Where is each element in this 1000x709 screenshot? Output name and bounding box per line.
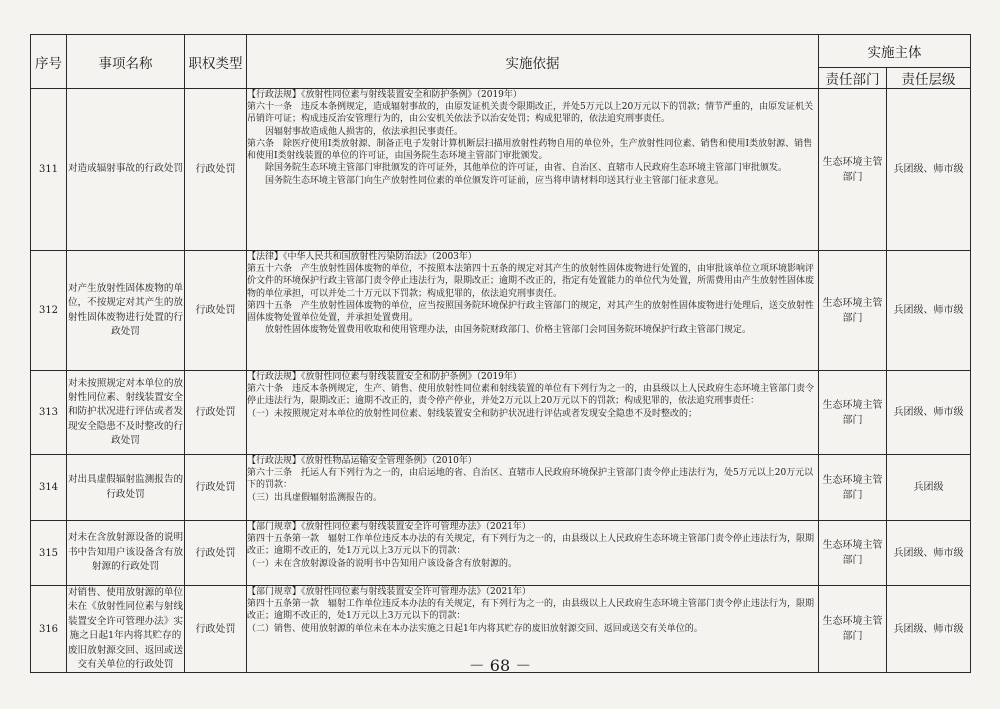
basis-paragraph: 第五十六条 产生放射性固体废物的单位，不按照本法第四十五条的规定对其产生的放射性固体废物进行处置的，由审批该单位立项环境影响评价文件的环境保护行政主管部门责令停止违法行为，限期改正；逾期不改正的，指定有处置能力的单位代为处置，所需费用由产生放射性固体废物的单位承担，可以并处二十万元以下罚款；构成犯罪的，依法追究刑事责任。	[247, 264, 815, 299]
responsible-department: 生态环境主管部门	[819, 586, 887, 673]
legal-basis	[247, 89, 819, 251]
row-number: 314	[31, 455, 67, 521]
responsibility-level: 兵团级、师市级	[887, 586, 971, 673]
basis-paragraph: 第六十一条 违反本条例规定，造成辐射事故的，由原发证机关责令限期改正，并处5万元以上20万元以下的罚款；情节严重的，由原发证机关吊销许可证；构成违反治安管理行为的，由公安机关依法予以治安处罚；构成犯罪的，依法追究刑事责任。	[247, 102, 814, 125]
item-name: 对销售、使用放射源的单位未在《放射性同位素与射线装置安全许可管理办法》实施之日起1年内将其贮存的废旧放射源交回、返回或送交有关单位的行政处罚	[67, 586, 185, 673]
authority-type: 行政处罚	[185, 586, 247, 673]
basis-paragraph: 【法律】《中华人民共和国放射性污染防治法》（2003年）	[247, 252, 477, 262]
basis-paragraph: 因辐射事故造成他人损害的，依法承担民事责任。	[265, 126, 464, 137]
basis-paragraph: 【行政法规】《放射性同位素与射线装置安全和防护条例》（2019年）	[247, 90, 522, 100]
row-number: 311	[31, 89, 67, 251]
basis-paragraph: 国务院生态环境主管部门向生产放射性同位素的单位颁发许可证前，应当将申请材料印送其行业主管部门征求意见。	[265, 175, 725, 186]
basis-paragraph: 除国务院生态环境主管部门审批颁发的许可证外，其他单位的许可证，由省、自治区、直辖市人民政府生态环境主管部门审批颁发。	[265, 163, 788, 174]
basis-paragraph: （一）未按照规定对本单位的放射性同位素、射线装置安全和防护状况进行评估或者发现安全隐患不及时整改的；	[247, 408, 698, 419]
page-number: － 68 －	[468, 656, 532, 675]
basis-paragraph: 【行政法规】《放射性物品运输安全管理条例》（2010年）	[247, 456, 477, 466]
responsible-department: 生态环境主管部门	[819, 89, 887, 251]
authority-type: 行政处罚	[185, 455, 247, 521]
header-subject: 实施主体	[819, 35, 971, 68]
basis-paragraph: 【行政法规】《放射性同位素与射线装置安全和防护条例》（2019年）	[247, 372, 522, 382]
row-number: 313	[31, 371, 67, 455]
table-body	[31, 89, 971, 673]
header-dept: 责任部门	[819, 68, 887, 89]
responsibility-level: 兵团级	[887, 455, 971, 521]
authority-table	[30, 34, 971, 673]
responsible-department: 生态环境主管部门	[819, 251, 887, 371]
responsibility-level: 兵团级、师市级	[887, 89, 971, 251]
basis-paragraph: 【部门规章】《放射性同位素与射线装置安全许可管理办法》（2021年）	[247, 522, 531, 532]
header-level: 责任层级	[887, 68, 971, 89]
responsibility-level: 兵团级、师市级	[887, 371, 971, 455]
basis-paragraph: （一）未在含放射源设备的说明书中告知用户该设备含有放射源的。	[247, 558, 518, 569]
header-name: 事项名称	[67, 35, 185, 89]
row-number: 312	[31, 251, 67, 371]
responsible-department: 生态环境主管部门	[819, 371, 887, 455]
table-row	[31, 371, 971, 455]
authority-type: 行政处罚	[185, 251, 247, 371]
legal-basis	[247, 251, 819, 371]
basis-paragraph: 放射性固体废物处置费用收取和使用管理办法，由国务院财政部门、价格主管部门会同国务院环境保护行政主管部门规定。	[265, 325, 752, 336]
authority-type: 行政处罚	[185, 371, 247, 455]
legal-basis	[247, 371, 819, 455]
legal-basis	[247, 521, 819, 586]
basis-paragraph: 第四十五条第一款 辐射工作单位违反本办法的有关规定，有下列行为之一的，由县级以上人民政府生态环境主管部门责令停止违法行为，限期改正；逾期不改正的，处1万元以上3万元以下的罚款：	[247, 534, 815, 557]
row-number: 315	[31, 521, 67, 586]
responsibility-level: 兵团级、师市级	[887, 521, 971, 586]
header-basis: 实施依据	[247, 35, 819, 89]
authority-type: 行政处罚	[185, 521, 247, 586]
header-row-top	[31, 35, 971, 68]
header-seq: 序号	[31, 35, 67, 89]
basis-paragraph: （三）出具虚假辐射监测报告的。	[247, 492, 383, 503]
header-type: 职权类型	[185, 35, 247, 89]
responsible-department: 生态环境主管部门	[819, 455, 887, 521]
basis-paragraph: 第六十三条 托运人有下列行为之一的，由启运地的省、自治区、直辖市人民政府环境保护主管部门责令停止违法行为，处5万元以上20万元以下的罚款：	[247, 468, 814, 491]
responsibility-level: 兵团级、师市级	[887, 251, 971, 371]
legal-basis	[247, 455, 819, 521]
responsible-department: 生态环境主管部门	[819, 521, 887, 586]
basis-paragraph: 第四十五条第一款 辐射工作单位违反本办法的有关规定，有下列行为之一的，由县级以上人民政府生态环境主管部门责令停止违法行为，限期改正；逾期不改正的，处1万元以上3万元以下的罚款：	[247, 599, 815, 622]
item-name: 对造成辐射事故的行政处罚	[67, 89, 185, 251]
basis-paragraph: 第六条 除医疗使用Ⅰ类放射源、制备正电子发射计算机断层扫描用放射性药物自用的单位外，生产放射性同位素、销售和使用Ⅰ类放射源、销售和使用Ⅰ类射线装置的单位的许可证，由国务院生态环境主管部门审批颁发。	[247, 138, 813, 162]
table-row	[31, 251, 971, 371]
row-number: 316	[31, 586, 67, 673]
item-name: 对未按照规定对本单位的放射性同位素、射线装置安全和防护状况进行评估或者发现安全隐患不及时整改的行政处罚	[67, 371, 185, 455]
item-name: 对产生放射性固体废物的单位，不按规定对其产生的放射性固体废物进行处置的行政处罚	[67, 251, 185, 371]
table-row	[31, 455, 971, 521]
table-row	[31, 521, 971, 586]
item-name: 对出具虚假辐射监测报告的行政处罚	[67, 455, 185, 521]
basis-paragraph: 第四十五条 产生放射性固体废物的单位，应当按照国务院环境保护行政主管部门的规定，对其产生的放射性固体废物进行处理后，送交放射性固体废物处置单位处置，并承担处置费用。	[247, 300, 815, 324]
basis-paragraph: 【部门规章】《放射性同位素与射线装置安全许可管理办法》（2021年）	[247, 587, 531, 597]
table-row	[31, 89, 971, 251]
basis-paragraph: （二）销售、使用放射源的单位未在本办法实施之日起1年内将其贮存的废旧放射源交回、返回或送交有关单位的。	[247, 623, 703, 634]
item-name: 对未在含放射源设备的说明书中告知用户该设备含有放射源的行政处罚	[67, 521, 185, 586]
basis-paragraph: 第六十条 违反本条例规定，生产、销售、使用放射性同位素和射线装置的单位有下列行为之一的，由县级以上人民政府生态环境主管部门责令停止违法行为，限期改正；逾期不改正的，责令停产停业，并处2万元以上20万元以下的罚款；构成犯罪的，依法追究刑事责任：	[247, 384, 815, 407]
authority-type: 行政处罚	[185, 89, 247, 251]
